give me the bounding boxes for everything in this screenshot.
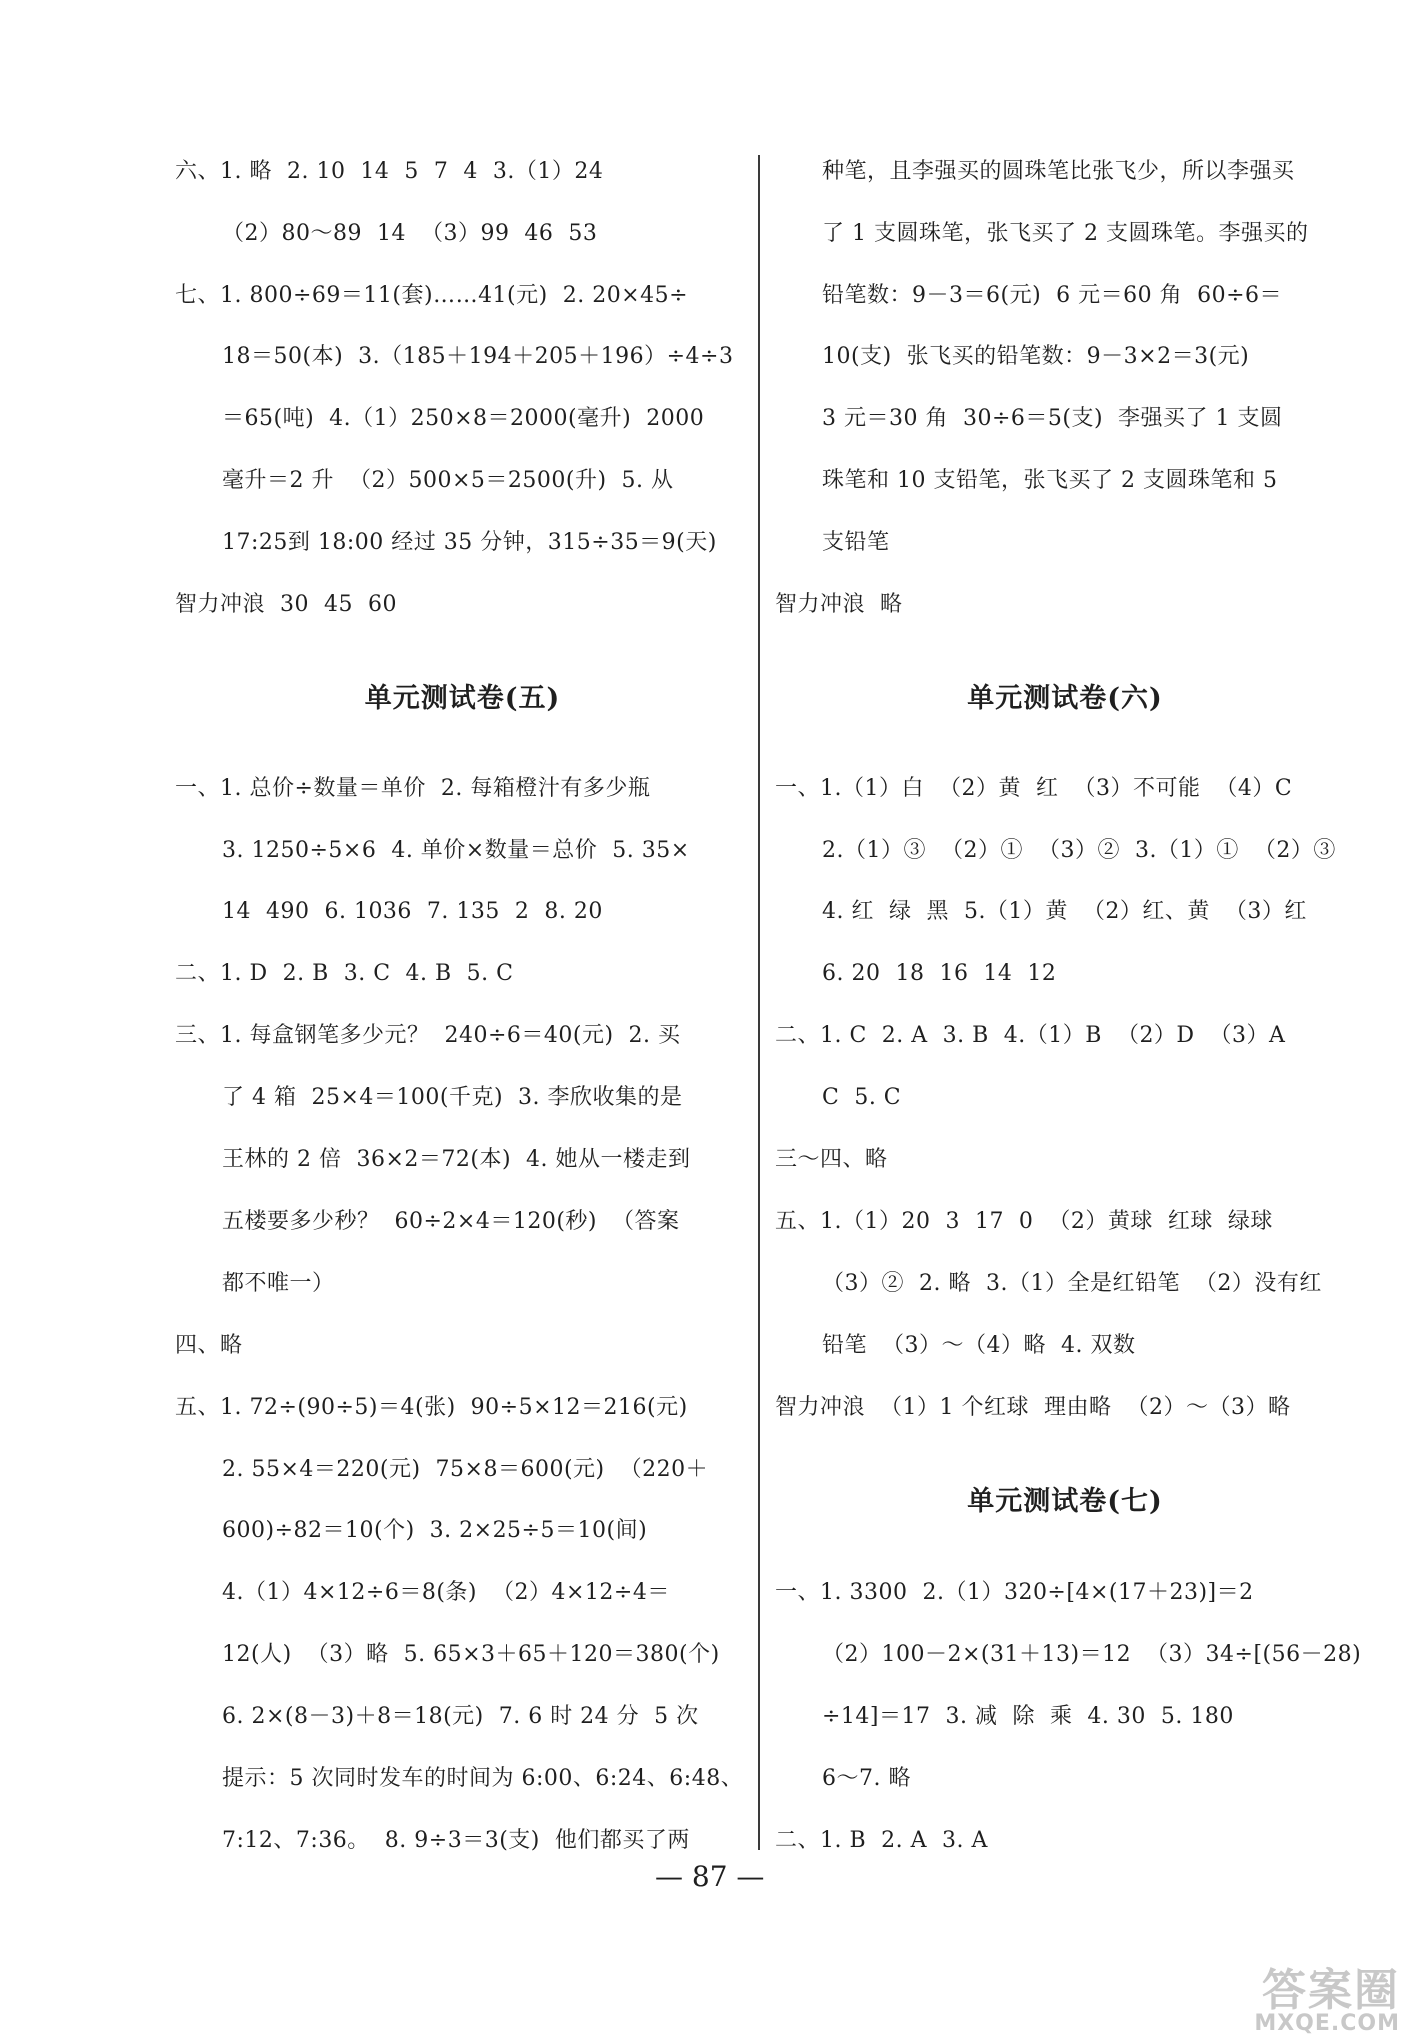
answer-line: 五楼要多少秒？ 60÷2×4＝120(秒) （答案 — [222, 1209, 680, 1234]
section-title: 单元测试卷(六) — [967, 683, 1163, 714]
answer-line: 了 4 箱 25×4＝100(千克) 3. 李欣收集的是 — [222, 1085, 683, 1110]
watermark-text: 答案圈 — [1262, 1965, 1400, 2016]
watermark-logo — [1225, 1954, 1400, 2036]
answer-line: 了 1 支圆珠笔，张飞买了 2 支圆珠笔。李强买的 — [822, 221, 1309, 246]
answer-line: 七、1. 800÷69＝11(套)……41(元) 2. 20×45÷ — [175, 283, 689, 308]
answer-line: 2.（1）③ （2）① （3）② 3.（1）① （2）③ — [822, 838, 1336, 863]
answer-line: 一、1.（1）白 （2）黄 红 （3）不可能 （4）C — [775, 776, 1293, 801]
answer-line: 毫升＝2 升 （2）500×5＝2500(升) 5. 从 — [222, 468, 674, 493]
answer-line: 王林的 2 倍 36×2＝72(本) 4. 她从一楼走到 — [222, 1147, 691, 1172]
answer-line: 2. 55×4＝220(元) 75×8＝600(元) （220＋ — [222, 1457, 709, 1482]
answer-line: 二、1. B 2. A 3. A — [775, 1828, 988, 1853]
answer-line: （2）100－2×(31＋13)＝12 （3）34÷[(56－28) — [822, 1642, 1362, 1667]
answer-line: 7:12、7:36。 8. 9÷3＝3(支) 他们都买了两 — [222, 1828, 690, 1853]
answer-line: （3）② 2. 略 3.（1）全是红铅笔 （2）没有红 — [822, 1271, 1322, 1296]
answer-line: 6. 20 18 16 14 12 — [822, 961, 1057, 986]
answer-line: 五、1. 72÷(90÷5)＝4(张) 90÷5×12＝216(元) — [175, 1395, 688, 1420]
answer-line: 4.（1）4×12÷6＝8(条) （2）4×12÷4＝ — [222, 1580, 670, 1605]
answer-line: 都不唯一） — [222, 1271, 335, 1296]
answer-line: 铅笔 （3）～（4）略 4. 双数 — [822, 1333, 1136, 1358]
answer-line: 珠笔和 10 支铅笔，张飞买了 2 支圆珠笔和 5 — [822, 468, 1278, 493]
answer-line: 智力冲浪 略 — [775, 592, 903, 617]
answer-line: 3 元＝30 角 30÷6＝5(支) 李强买了 1 支圆 — [822, 406, 1283, 431]
watermark-url: MXQE.COM — [1254, 2011, 1400, 2036]
answer-line: （2）80～89 14 （3）99 46 53 — [222, 221, 598, 246]
answer-line: 600)÷82＝10(个) 3. 2×25÷5＝10(间) — [222, 1518, 648, 1543]
answer-line: ÷14]＝17 3. 减 除 乘 4. 30 5. 180 — [822, 1704, 1234, 1729]
answer-line: 二、1. D 2. B 3. C 4. B 5. C — [175, 961, 514, 986]
answer-line: 12(人) （3）略 5. 65×3＋65＋120＝380(个) — [222, 1642, 720, 1667]
answer-line: 6～7. 略 — [822, 1766, 911, 1791]
answer-line: 四、略 — [175, 1333, 243, 1358]
answer-line: 二、1. C 2. A 3. B 4.（1）B （2）D （3）A — [775, 1023, 1286, 1048]
answer-line: C 5. C — [822, 1085, 902, 1110]
answer-line: 提示：5 次同时发车的时间为 6:00、6:24、6:48、 — [222, 1766, 744, 1791]
answer-line: 三～四、略 — [775, 1147, 888, 1172]
answer-line: 3. 1250÷5×6 4. 单价×数量＝总价 5. 35× — [222, 838, 690, 863]
section-title: 单元测试卷(五) — [364, 683, 561, 714]
answer-line: 种笔，且李强买的圆珠笔比张飞少，所以李强买 — [822, 159, 1295, 184]
section-title: 单元测试卷(七) — [967, 1486, 1163, 1517]
answer-line: 14 490 6. 1036 7. 135 2 8. 20 — [222, 899, 603, 924]
answer-line: 智力冲浪 （1）1 个红球 理由略 （2）～（3）略 — [775, 1395, 1291, 1420]
answer-line: 10(支) 张飞买的铅笔数：9－3×2＝3(元) — [822, 344, 1250, 369]
answer-line: 一、1. 总价÷数量＝单价 2. 每箱橙汁有多少瓶 — [175, 776, 651, 801]
answer-line: 支铅笔 — [822, 530, 890, 555]
answer-line: 三、1. 每盒钢笔多少元？ 240÷6＝40(元) 2. 买 — [175, 1023, 681, 1048]
answer-line: 6. 2×(8－3)＋8＝18(元) 7. 6 时 24 分 5 次 — [222, 1704, 699, 1729]
answer-line: 17:25到 18:00 经过 35 分钟，315÷35＝9(天) — [222, 530, 717, 555]
answer-line: 4. 红 绿 黑 5.（1）黄 （2）红、黄 （3）红 — [822, 899, 1307, 924]
answer-line: 18＝50(本) 3.（185＋194＋205＋196）÷4÷3 — [222, 344, 734, 369]
answer-line: 五、1.（1）20 3 17 0 （2）黄球 红球 绿球 — [775, 1209, 1273, 1234]
column-divider — [758, 155, 760, 1850]
page-number: — 87 — — [655, 1860, 765, 1893]
answer-line: 六、1. 略 2. 10 14 5 7 4 3.（1）24 — [175, 159, 604, 184]
answer-line: 铅笔数：9－3＝6(元) 6 元＝60 角 60÷6＝ — [822, 283, 1283, 308]
answer-line: 智力冲浪 30 45 60 — [175, 592, 397, 617]
answer-line: 一、1. 3300 2.（1）320÷[4×(17＋23)]＝2 — [775, 1580, 1254, 1605]
answer-line: ＝65(吨) 4.（1）250×8＝2000(毫升) 2000 — [222, 406, 705, 431]
